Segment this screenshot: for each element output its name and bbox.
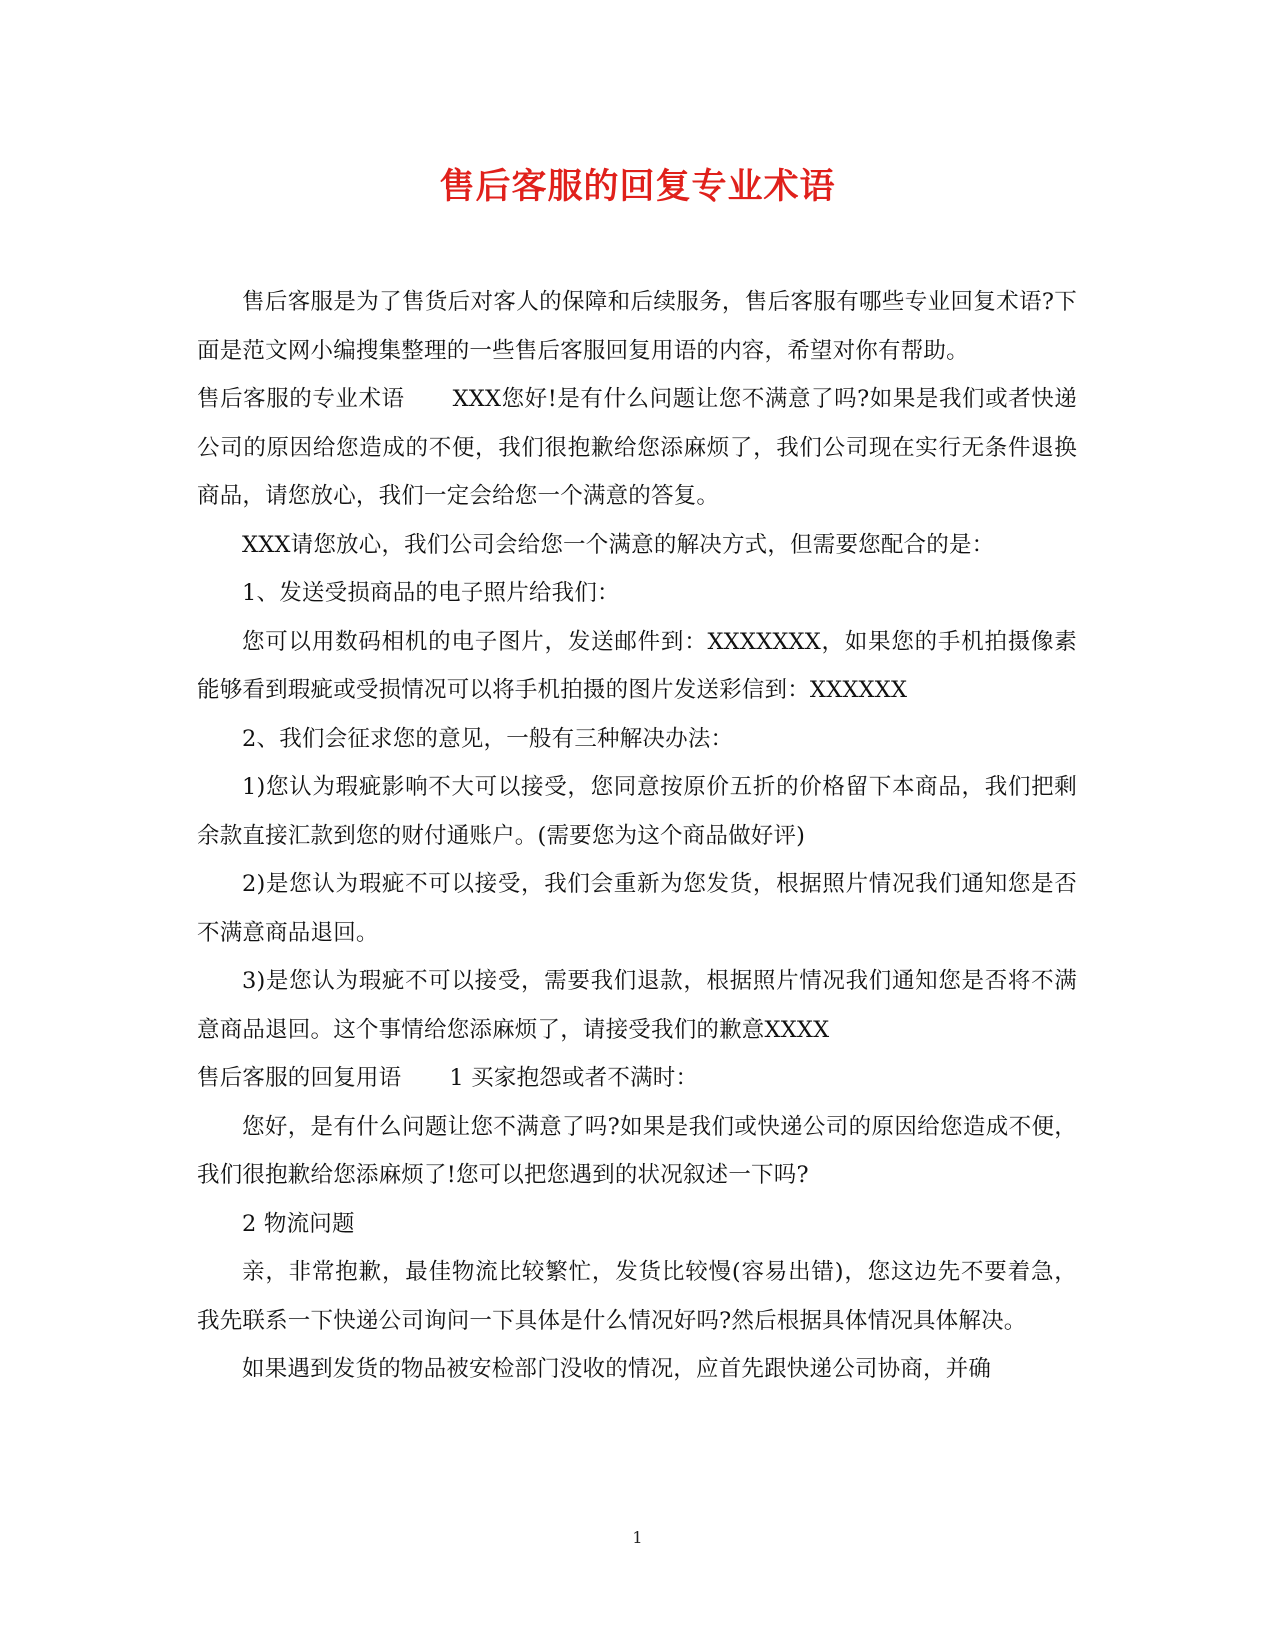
section-heading-reply-phrases: 售后客服的回复用语: [197, 1065, 402, 1091]
paragraph-option-2: 2)是您认为瑕疵不可以接受，我们会重新为您发货，根据照片情况我们通知您是否不满意商品退回。: [197, 871, 1077, 946]
paragraph-logistics-heading: 2 物流问题: [242, 1210, 355, 1237]
document-title: 售后客服的回复专业术语: [439, 166, 836, 207]
paragraph-step-2: 2、我们会征求您的意见，一般有三种解决办法：: [242, 725, 734, 752]
paragraph-complaint-reply: 您好，是有什么问题让您不满意了吗?如果是我们或快递公司的原因给您造成不便，我们很抱歉给您添麻烦了!您可以把您遇到的状况叙述一下吗?: [197, 1113, 1077, 1188]
paragraph-logistics-reply: 亲，非常抱歉，最佳物流比较繁忙，发货比较慢(容易出错)，您这边先不要着急，我先联系一下快递公司询问一下具体是什么情况好吗?然后根据具体情况具体解决。: [197, 1259, 1077, 1334]
paragraph-option-3: 3)是您认为瑕疵不可以接受，需要我们退款，根据照片情况我们通知您是否将不满意商品退回。这个事情给您添麻烦了，请接受我们的歉意XXXX: [197, 968, 1077, 1043]
paragraph-professional-terms: [197, 375, 1077, 521]
paragraph-reassurance: XXX请您放心，我们公司会给您一个满意的解决方式，但需要您配合的是：: [242, 531, 995, 558]
paragraph-step-1: 1、发送受损商品的电子照片给我们：: [242, 580, 620, 606]
paragraph-security-check: 如果遇到发货的物品被安检部门没收的情况，应首先跟快递公司协商，并确: [242, 1356, 992, 1382]
paragraph-option-1: 1)您认为瑕疵影响不大可以接受，您同意按原价五折的价格留下本商品，我们把剩余款直接汇款到您的财付通账户。(需要您为这个商品做好评): [197, 774, 1077, 849]
page-number: 1: [632, 1528, 643, 1547]
paragraph-reply-phrases: [197, 1054, 1077, 1103]
document-body: [197, 278, 1077, 1394]
paragraph-intro: 售后客服是为了售货后对客人的保障和后续服务，售后客服有哪些专业回复术语?下面是范文网小编搜集整理的一些售后客服回复用语的内容，希望对你有帮助。: [197, 289, 1077, 364]
paragraph-text: 1 买家抱怨或者不满时：: [449, 1065, 699, 1091]
section-heading-professional-terms: 售后客服的专业术语: [197, 386, 405, 412]
paragraph-text: XXX您好!是有什么问题让您不满意了吗?如果是我们或者快递公司的原因给您造成的不便，我们很抱歉给您添麻烦了，我们公司现在实行无条件退换商品，请您放心，我们一定会给您一个满意的答复。: [197, 386, 1077, 509]
paragraph-photo-instructions: 您可以用数码相机的电子图片，发送邮件到：XXXXXXX，如果您的手机拍摄像素能够看到瑕疵或受损情况可以将手机拍摄的图片发送彩信到：XXXXXX: [197, 628, 1077, 703]
